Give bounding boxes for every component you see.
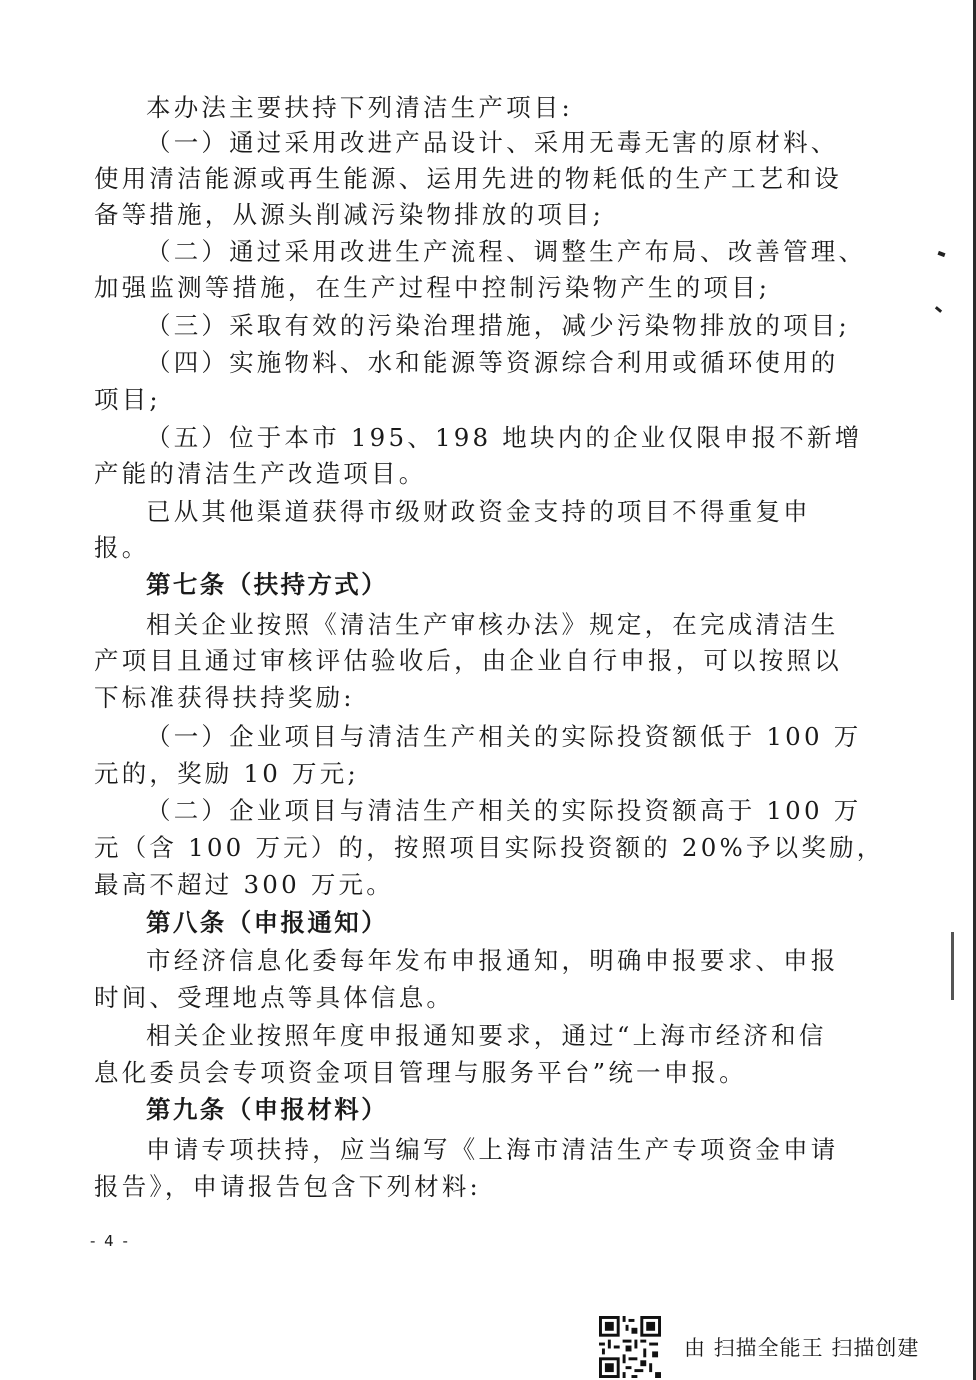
exclusion-line-1: 已从其他渠道获得市级财政资金支持的项目不得重复申 xyxy=(146,497,811,526)
intro-text: 本办法主要扶持下列清洁生产项目: xyxy=(146,93,573,122)
article-7-item-1-line-1: （一）企业项目与清洁生产相关的实际投资额低于 100 万 xyxy=(146,722,862,751)
item-3-line-1: （三）采取有效的污染治理措施，减少污染物排放的项目; xyxy=(146,311,850,340)
article-8-para-2-line-2: 息化委员会专项资金项目管理与服务平台”统一申报。 xyxy=(94,1058,747,1087)
article-8-para-1-line-2: 时间、受理地点等具体信息。 xyxy=(94,983,455,1012)
article-7-item-2-line-1: （二）企业项目与清洁生产相关的实际投资额高于 100 万 xyxy=(146,796,862,825)
scan-artifact xyxy=(938,251,946,257)
article-7-item-1-line-2: 元的，奖励 10 万元; xyxy=(94,759,359,788)
article-8-title: 第八条（申报通知） xyxy=(146,908,389,937)
article-7-para-line-3: 下标准获得扶持奖励: xyxy=(94,683,355,712)
item-5-line-2: 产能的清洁生产改造项目。 xyxy=(94,459,427,488)
article-8-para-1-line-1: 市经济信息化委每年发布申报通知，明确申报要求、申报 xyxy=(146,946,839,975)
article-7-para-line-1: 相关企业按照《清洁生产审核办法》规定，在完成清洁生 xyxy=(146,610,839,639)
article-7-title: 第七条（扶持方式） xyxy=(146,570,389,599)
item-5-line-1: （五）位于本市 195、198 地块内的企业仅限申报不新增 xyxy=(146,423,863,452)
page-number: - 4 - xyxy=(90,1232,130,1250)
scan-artifact xyxy=(935,306,942,313)
article-9-para-line-2: 报告》，申请报告包含下列材料: xyxy=(94,1172,482,1201)
article-8-para-2-line-1: 相关企业按照年度申报通知要求，通过“上海市经济和信 xyxy=(146,1021,827,1050)
item-1-line-3: 备等措施，从源头削减污染物排放的项目; xyxy=(94,200,605,229)
item-1-line-1: （一）通过采用改进产品设计、采用无毒无害的原材料、 xyxy=(146,128,839,157)
item-4-line-1: （四）实施物料、水和能源等资源综合利用或循环使用的 xyxy=(146,348,839,377)
item-2-line-2: 加强监测等措施，在生产过程中控制污染物产生的项目; xyxy=(94,273,771,302)
exclusion-line-2: 报。 xyxy=(94,533,150,562)
article-9-para-line-1: 申请专项扶持，应当编写《上海市清洁生产专项资金申请 xyxy=(146,1135,839,1164)
item-2-line-1: （二）通过采用改进生产流程、调整生产布局、改善管理、 xyxy=(146,237,867,266)
article-7-para-line-2: 产项目且通过审核评估验收后，由企业自行申报，可以按照以 xyxy=(94,646,842,675)
article-9-title: 第九条（申报材料） xyxy=(146,1095,389,1124)
scanner-watermark: 由 扫描全能王 扫描创建 xyxy=(684,1336,920,1360)
article-7-item-2-line-2: 元（含 100 万元）的，按照项目实际投资额的 20%予以奖励， xyxy=(94,833,885,862)
scan-artifact xyxy=(951,932,954,1000)
article-7-item-2-line-3: 最高不超过 300 万元。 xyxy=(94,870,394,899)
item-1-line-2: 使用清洁能源或再生能源、运用先进的物耗低的生产工艺和设 xyxy=(94,164,842,193)
qr-code-icon xyxy=(598,1316,662,1378)
item-4-line-2: 项目; xyxy=(94,385,161,414)
